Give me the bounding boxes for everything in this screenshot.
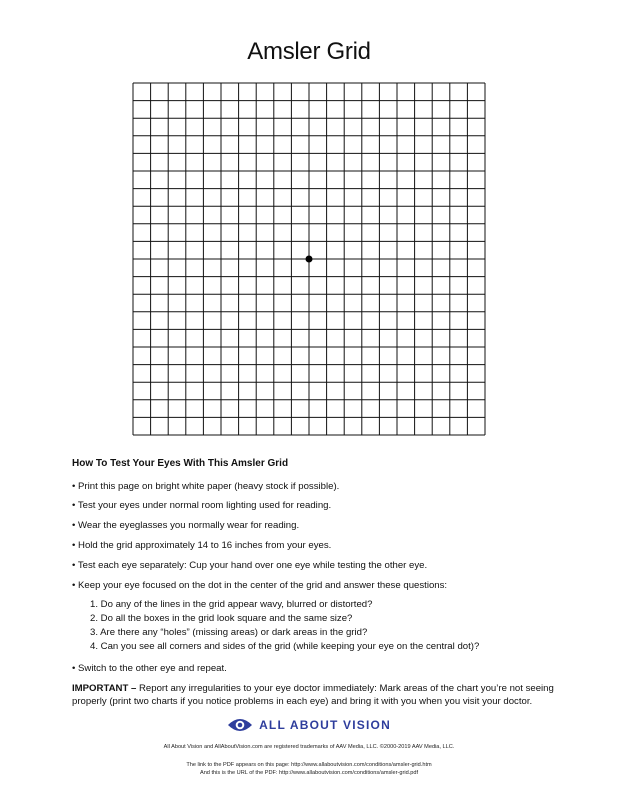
center-dot [306, 256, 313, 263]
instruction-bullet: • Hold the grid approximately 14 to 16 inches from your eyes. [72, 540, 332, 552]
page-title: Amsler Grid [247, 38, 371, 65]
trademark-notice: All About Vision and AllAboutVision.com are registered trademarks of AAV Media, LLC. ©2000-2019 AAV Media, LLC. [163, 744, 455, 750]
all-about-vision-logo[interactable] [0, 717, 618, 733]
question-item: 1. Do any of the lines in the grid appear wavy, blurred or distorted? [90, 599, 373, 611]
important-note [72, 683, 562, 708]
pdf-link-line[interactable]: The link to the PDF appears on this page: http://www.allaboutvision.com/conditions/amsler-grid.htm [186, 762, 432, 768]
question-list [72, 599, 562, 653]
instruction-bullet-final: • Switch to the other eye and repeat. [72, 663, 227, 675]
pdf-url-line[interactable]: And this is the URL of the PDF: http://www.allaboutvision.com/conditions/amsler-grid.pdf [199, 769, 419, 776]
instruction-bullet: • Test your eyes under normal room lighting used for reading. [72, 500, 332, 512]
question-item: 2. Do all the boxes in the grid look square and the same size? [90, 613, 353, 625]
instruction-bullet: • Test each eye separately: Cup your hand over one eye while testing the other eye. [72, 560, 428, 572]
amsler-grid [132, 82, 486, 436]
important-label: IMPORTANT – [72, 683, 137, 695]
eye-logo-icon [227, 717, 253, 733]
question-item: 3. Are there any “holes” (missing areas) or dark areas in the grid? [90, 627, 368, 639]
logo-text: ALL ABOUT VISION [259, 718, 391, 732]
instructions-heading: How To Test Your Eyes With This Amsler Grid [72, 458, 289, 469]
question-item: 4. Can you see all corners and sides of the grid (while keeping your eye on the central dot)? [90, 641, 480, 653]
instruction-bullet: • Keep your eye focused on the dot in the center of the grid and answer these questions: [72, 580, 448, 592]
instruction-bullet: • Wear the eyeglasses you normally wear for reading. [72, 520, 300, 532]
instructions-section [72, 458, 562, 708]
instruction-bullet: • Print this page on bright white paper (heavy stock if possible). [72, 480, 340, 492]
important-text: Report any irregularities to your eye doctor immediately: Mark areas of the chart you’re not seeing properly (print two charts if you notice problems in each eye) and bring it with you when you visit your doctor. [72, 683, 554, 707]
pdf-links [0, 762, 618, 777]
